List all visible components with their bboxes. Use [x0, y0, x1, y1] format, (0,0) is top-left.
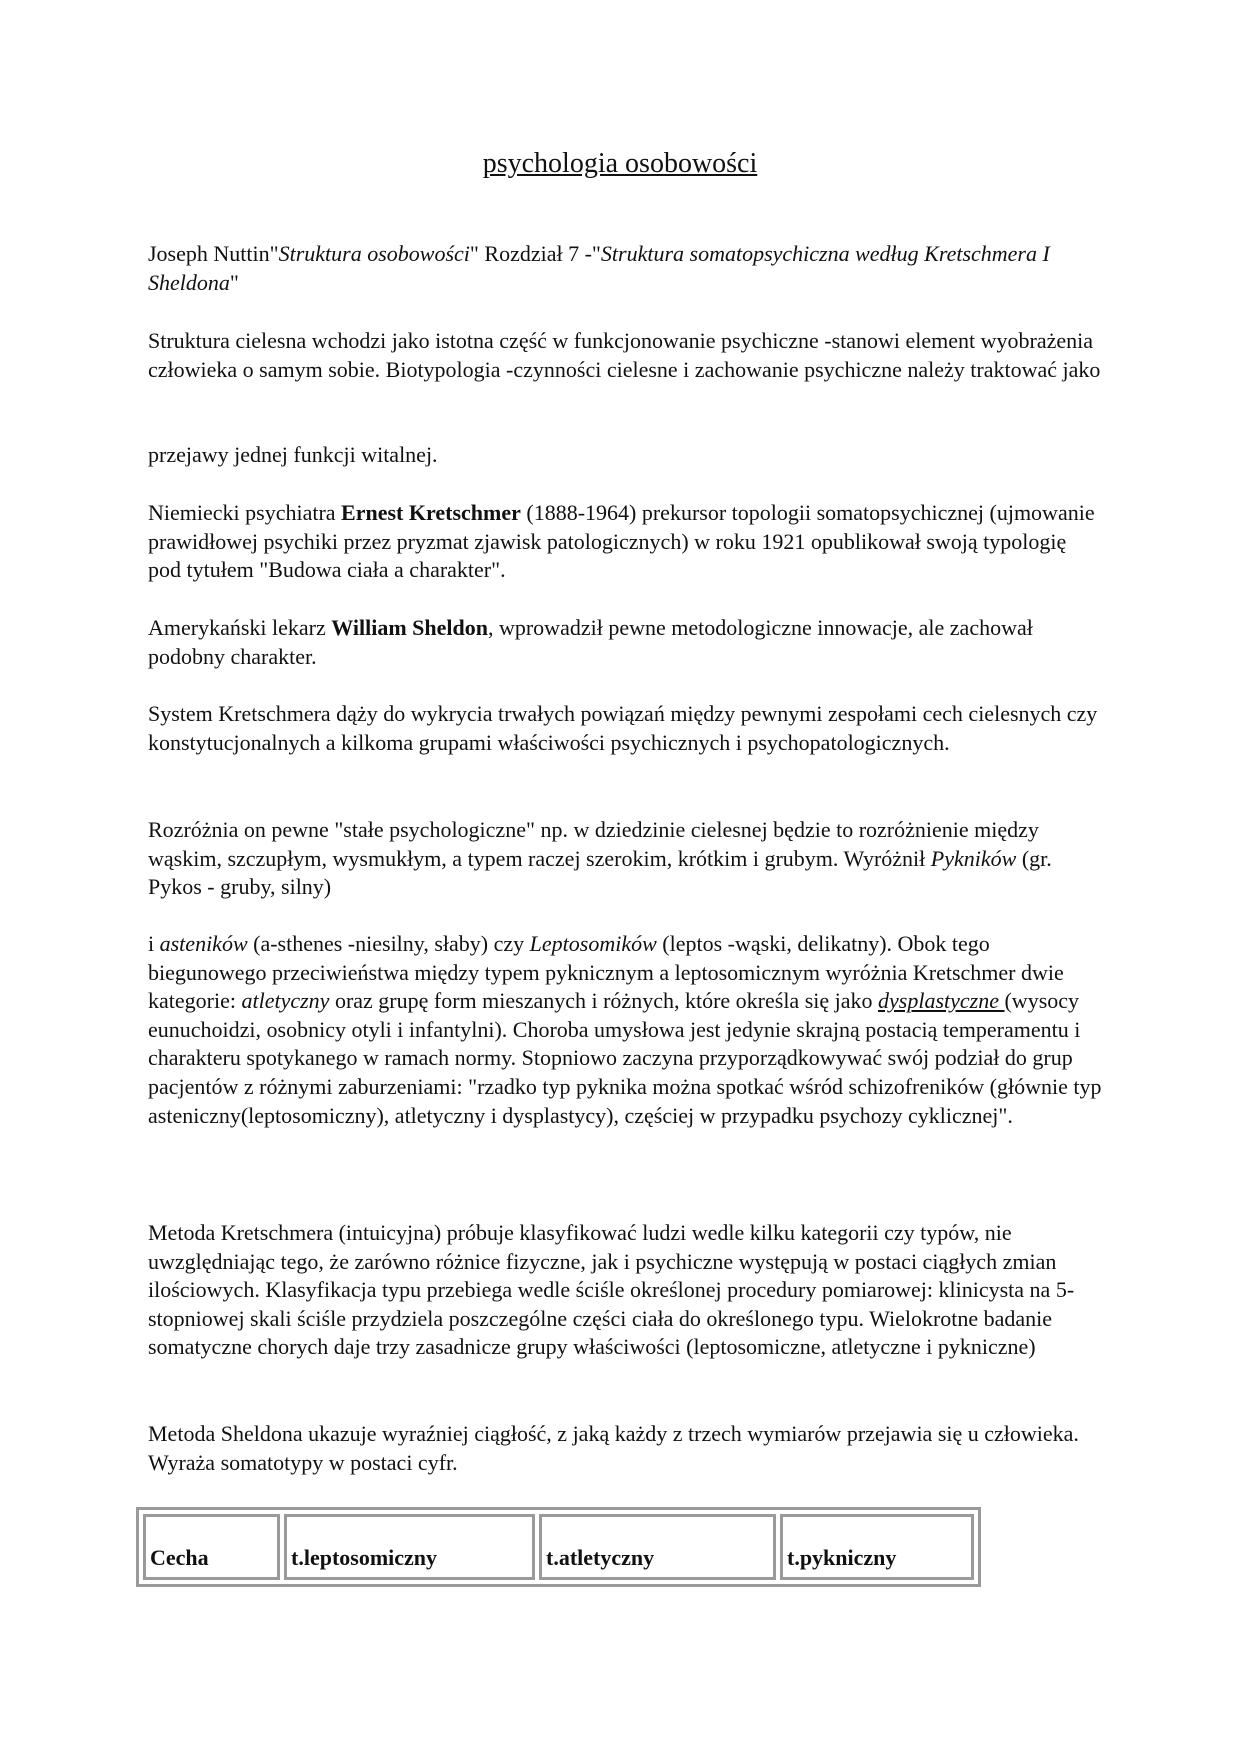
text-run: Amerykański lekarz: [148, 615, 332, 640]
citation-chapter-title: Struktura somatopsychiczna według Kretschmera I Sheldona: [148, 241, 1050, 295]
citation-book-title: Struktura osobowości: [278, 241, 470, 266]
quote-mark: ": [229, 269, 239, 295]
text-run: (a-sthenes -niesilny, słaby) czy: [247, 931, 530, 956]
text-run: (wysocy eunuchoidzi, osobnicy otyli i infantylni). Choroba umysłowa jest jedynie skrajną postacią temperamentu i charakteru spotykanego w ramach normy. Stopniowo zaczyna przyporządkowywać swój podział do grup pacjentów z różnymi zaburzeniami: "rzadko typ pyknika można spotkać wśród schizofreników (głównie typ asteniczny(leptosomiczny), atletyczny i dysplastycy), częściej w przypadku psychozy cyklicznej".: [148, 988, 1102, 1128]
text-run: Rozróżnia on pewne "stałe psychologiczne" np. w dziedzinie cielesnej będzie to rozróżnienie między wąskim, szczupłym, wysmukłym, a typem raczej szerokim, krótkim i grubym. Wyróżnił: [148, 817, 1039, 871]
text-run: (leptos -wąski, delikatny). Obok tego biegunowego przeciwieństwa między typem pyknicznym a leptosomicznym wyróżnia Kretschmer dwie kategorie:: [148, 931, 1064, 1014]
citation-paragraph: [148, 240, 1103, 297]
text-run: Niemiecki psychiatra: [148, 500, 342, 525]
quote-mark: ": [591, 241, 601, 266]
paragraph-6: [148, 816, 1103, 902]
paragraph-2: przejawy jednej funkcji witalnej.: [148, 442, 438, 467]
paragraph-8: Metoda Kretschmera (intuicyjna) próbuje klasyfikować ludzi wedle kilku kategorii czy typów, nie uwzględniając tego, że zarówno różnice fizyczne, jak i psychiczne występują w postaci ciągłych zmian ilościowych. Klasyfikacja typu przebiega wedle ściśle określonej procedury pomiarowej: klinicysta na 5-stopniowej skali ściśle przydziela poszczególne części ciała do określonego typu. Wielokrotne badanie somatyczne chorych daje trzy zasadnicze grupy właściwości (leptosomiczne, atletyczne i pykniczne): [148, 1220, 1075, 1360]
citation-chapter: Rozdział 7 -: [484, 241, 592, 266]
name-ernest-kretschmer: Ernest Kretschmer: [341, 500, 521, 525]
term-pyknikow: Pykników: [930, 845, 1017, 871]
quote-mark: ": [269, 241, 279, 266]
paragraph-9: Metoda Sheldona ukazuje wyraźniej ciągłość, z jaką każdy z trzech wymiarów przejawia się u człowieka. Wyraża somatotypy w postaci cyfr.: [148, 1421, 1079, 1475]
paragraph-5: System Kretschmera dąży do wykrycia trwałych powiązań między pewnymi zespołami cech cielesnych czy konstytucjonalnych a kilkoma grupami właściwości psychicznych i psychopatologicznych.: [148, 701, 1098, 755]
term-astenikow: asteników: [159, 931, 248, 956]
quote-mark: ": [469, 241, 485, 266]
paragraph-3: [148, 499, 1103, 585]
paragraph-7: [148, 930, 1103, 1130]
name-william-sheldon: William Sheldon: [331, 615, 488, 640]
traits-table: [136, 1507, 981, 1587]
text-run: oraz grupę form mieszanych i różnych, które określa się jako: [329, 988, 879, 1014]
text-run: (1888-1964) prekursor topologii somatopsychicznej (ujmowanie prawidłowej psychiki przez pryzmat zjawisk patologicznych) w roku 1921 opublikował swoją typologię pod tytułem "Budowa ciała a charakter".: [148, 500, 1095, 583]
term-leptosomikow: Leptosomików: [529, 931, 657, 956]
paragraph-1: Struktura cielesna wchodzi jako istotna część w funkcjonowanie psychiczne -stanowi element wyobrażenia człowieka o samym sobie. Biotypologia -czynności cielesne i zachowanie psychiczne należy traktować jako: [148, 328, 1101, 382]
table-header-cell: t.atletyczny: [539, 1514, 776, 1580]
term-atletyczny: atletyczny: [241, 988, 330, 1014]
text-run: i: [148, 931, 160, 956]
page-title: psychologia osobowości: [482, 148, 758, 179]
term-dysplastyczne: dysplastyczne: [878, 988, 1005, 1014]
paragraph-4: [148, 614, 1103, 671]
citation-author: Joseph Nuttin: [148, 241, 270, 266]
table-header-cell: t.pykniczny: [780, 1514, 974, 1580]
text-run: (gr. Pykos - gruby, silny): [148, 845, 1052, 900]
table-header-cell: t.leptosomiczny: [284, 1514, 535, 1580]
text-run: , wprowadził pewne metodologiczne innowacje, ale zachował podobny charakter.: [148, 615, 1033, 669]
table-header-row: [143, 1514, 974, 1580]
table-header-cell: Cecha: [143, 1514, 280, 1580]
